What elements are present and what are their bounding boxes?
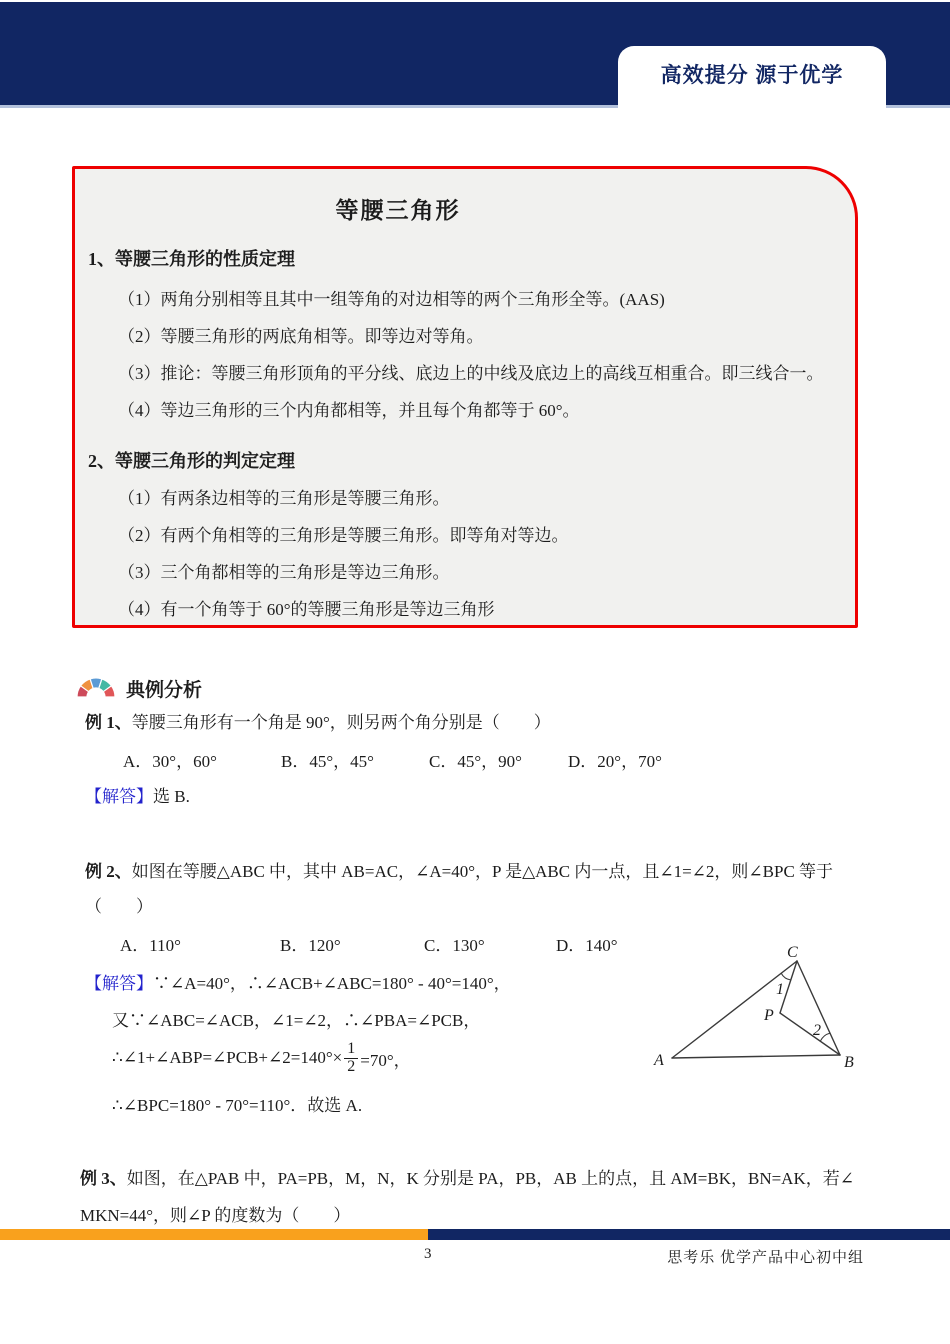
side-ab: [672, 1055, 840, 1058]
fraction-one-half: [344, 1041, 358, 1076]
example-2-solution-line-2: 又∵∠ABC=∠ACB，∠1=∠2，∴∠PBA=∠PCB，: [112, 1011, 481, 1030]
option-d: D．20°，70°: [568, 752, 662, 771]
footer-credit: 思考乐 优学产品中心初中组: [667, 1250, 864, 1266]
option-a: A．30°，60°: [123, 752, 217, 771]
angle-2-arc: [820, 1033, 830, 1041]
example-2-solution-line-3: [112, 1038, 411, 1078]
angle-1-arc: [781, 973, 791, 980]
theorem-item: （4）等边三角形的三个内角都相等，并且每个角都等于 60°。: [118, 401, 580, 420]
answer-text: 选 B.: [153, 787, 190, 806]
example-2-stem: [85, 857, 833, 882]
solution-text: =70°，: [360, 1050, 411, 1070]
example-1-text: 等腰三角形有一个角是 90°，则另两个角分别是（ ）: [131, 713, 551, 732]
slogan-box: [618, 46, 886, 126]
vertex-label-c: C: [787, 944, 798, 961]
option-b: B．45°，45°: [281, 752, 374, 771]
header-slogan: 高效提分 源于优学: [660, 64, 844, 87]
angle-label-1: 1: [776, 981, 784, 998]
example-3-stem-line-2: MKN=44°，则∠P 的度数为（ ）: [80, 1206, 351, 1225]
example-1-stem: [85, 708, 551, 733]
footer-bar-orange: [0, 1229, 428, 1240]
example-3-text: 如图，在△PAB 中，PA=PB，M，N，K 分别是 PA，PB，AB 上的点，且 AM=BK，BN=AK，若∠: [126, 1169, 854, 1188]
example-2-stem-continuation: （ ）: [85, 897, 153, 916]
example-2-text: 如图在等腰△ABC 中，其中 AB=AC，∠A=40°，P 是△ABC 内一点，且∠1=∠2，则∠BPC 等于: [131, 862, 834, 881]
theorem-item: （2）等腰三角形的两底角相等。即等边对等角。: [118, 327, 484, 346]
example-3-label: 例 3、: [80, 1169, 127, 1188]
theorem-box-title: 等腰三角形: [335, 198, 461, 223]
side-cb: [797, 961, 840, 1055]
example-3-stem-line-1: [80, 1164, 854, 1189]
theorem-box: [72, 166, 858, 628]
solution-text: ∴∠1+∠ABP=∠PCB+∠2=140°×: [112, 1048, 343, 1067]
section-1-heading: 1、等腰三角形的性质定理: [88, 249, 295, 269]
example-1-label: 例 1、: [85, 713, 132, 732]
answer-label: 【解答】: [85, 787, 153, 806]
fraction-denominator: 2: [347, 1057, 356, 1075]
rainbow-arch-icon: [75, 671, 117, 706]
theorem-item: （1）两角分别相等且其中一组等角的对边相等的两个三角形全等。(AAS): [118, 290, 665, 309]
example-2-label: 例 2、: [85, 862, 132, 881]
solution-text: ∵∠A=40°，∴∠ACB+∠ABC=180° - 40°=140°，: [153, 974, 511, 993]
vertex-label-a: A: [654, 1052, 664, 1069]
vertex-label-b: B: [844, 1054, 854, 1071]
triangle-diagram: [648, 933, 868, 1073]
theorem-item: （1）有两条边相等的三角形是等腰三角形。: [118, 489, 450, 508]
theorem-item: （3）推论：等腰三角形顶角的平分线、底边上的中线及底边上的高线互相重合。即三线合一。: [118, 364, 824, 383]
option-b: B．120°: [280, 936, 341, 955]
example-1-options: [0, 747, 950, 771]
option-c: C．130°: [424, 936, 485, 955]
examples-section-title: 典例分析: [126, 680, 203, 701]
examples-section-header: [75, 671, 202, 706]
theorem-item: （3）三个角都相等的三角形是等边三角形。: [118, 563, 450, 582]
example-2-solution-line-1: [85, 969, 511, 994]
answer-label: 【解答】: [85, 974, 153, 993]
example-2-solution-line-4: ∴∠BPC=180° - 70°=110°．故选 A.: [112, 1096, 363, 1115]
side-ac: [672, 961, 797, 1058]
angle-label-2: 2: [813, 1022, 821, 1039]
example-1-answer: [85, 782, 190, 807]
theorem-item: （2）有两个角相等的三角形是等腰三角形。即等角对等边。: [118, 526, 569, 545]
option-c: C．45°，90°: [429, 752, 522, 771]
footer-bar-navy: [428, 1229, 950, 1240]
section-2-heading: 2、等腰三角形的判定定理: [88, 451, 295, 471]
point-label-p: P: [764, 1007, 774, 1024]
option-a: A．110°: [120, 936, 181, 955]
option-d: D．140°: [556, 936, 618, 955]
theorem-item: （4）有一个角等于 60°的等腰三角形是等边三角形: [118, 600, 495, 619]
fraction-numerator: 1: [344, 1041, 358, 1059]
page-number: 3: [424, 1246, 432, 1262]
